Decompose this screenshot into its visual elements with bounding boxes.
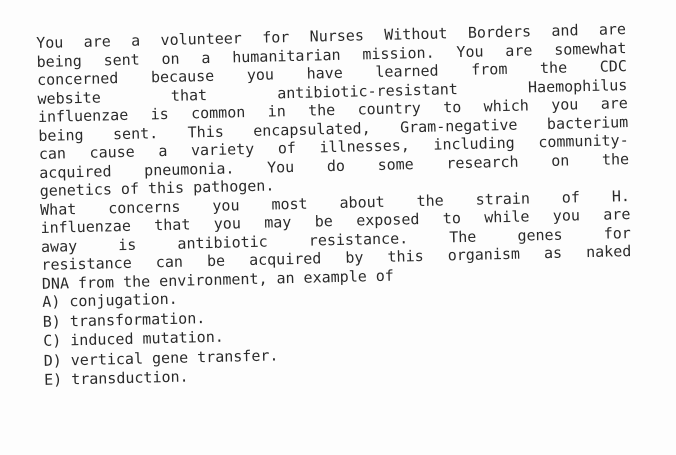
passage-word: resistance <box>41 253 132 274</box>
passage-word: is <box>150 104 169 124</box>
passage-word: You <box>266 157 295 177</box>
passage-word: Nurses <box>309 26 365 46</box>
passage-word: volunteer <box>160 29 243 50</box>
passage-word: you <box>212 195 240 215</box>
passage-word: most <box>271 194 308 213</box>
option-letter: E) <box>43 370 63 389</box>
passage-word: are <box>603 205 631 224</box>
passage-word: this <box>387 246 424 266</box>
passage-word: because <box>150 66 215 87</box>
passage-word: exposed <box>355 210 420 230</box>
passage-word: are <box>600 94 629 113</box>
passage-word: illnesses, <box>319 136 411 157</box>
passage-word: organism <box>447 244 521 265</box>
passage-word: acquired <box>248 249 322 270</box>
passage-word: What <box>39 199 77 219</box>
passage-word: about <box>339 192 385 212</box>
option-text: transformation. <box>69 308 206 330</box>
passage-word: cause <box>89 142 135 162</box>
passage-word: a <box>158 141 168 161</box>
passage-word: encapsulated, <box>253 118 371 140</box>
passage-word: the <box>416 190 444 210</box>
passage-word: somewhat <box>553 38 627 59</box>
passage-word: pneumonia. <box>143 158 235 179</box>
passage-word: being <box>38 125 84 145</box>
passage-word: variety <box>190 139 255 160</box>
passage-word: some <box>377 154 414 174</box>
passage-word: for <box>261 28 290 47</box>
passage-word: in <box>267 102 286 121</box>
passage-word: H. <box>611 186 631 205</box>
passage-word: can <box>155 252 184 272</box>
passage-word: research <box>446 152 519 172</box>
passage-word: be <box>206 251 226 271</box>
passage-word: for <box>603 223 631 243</box>
passage-word: sent. <box>112 123 159 143</box>
passage-word: being <box>36 51 83 71</box>
passage-word: on <box>551 150 570 170</box>
passage-word: a <box>201 48 211 67</box>
passage-word: genes <box>517 225 563 245</box>
question-passage <box>36 20 632 293</box>
option-text: induced mutation. <box>70 327 224 350</box>
passage-word: while <box>484 207 530 227</box>
passage-word: and <box>551 21 579 40</box>
passage-word: example <box>303 266 367 287</box>
passage-word: environment, <box>158 269 268 290</box>
question-text-block <box>36 20 634 390</box>
passage-word: mission. <box>362 43 435 63</box>
passage-word: that <box>170 85 208 105</box>
passage-word: you <box>246 65 275 85</box>
passage-word: you <box>552 206 581 225</box>
passage-word: You <box>456 41 484 61</box>
passage-word: Gram-negative <box>399 115 518 136</box>
passage-word: of <box>120 179 140 199</box>
passage-word: the <box>539 58 568 78</box>
passage-word: from <box>471 59 508 79</box>
option-letter: D) <box>43 350 62 370</box>
passage-word: influenzae <box>37 105 129 126</box>
passage-word: to <box>442 209 462 228</box>
passage-word: is <box>118 235 137 254</box>
passage-word: concerns <box>107 197 181 217</box>
passage-word: country <box>357 98 422 119</box>
answer-options <box>42 279 634 390</box>
passage-word: Without <box>384 24 448 44</box>
passage-word: resistance. <box>308 228 409 250</box>
passage-word: bacterium <box>546 112 629 133</box>
passage-word: of <box>561 187 581 207</box>
passage-word: humanitarian <box>232 45 341 66</box>
passage-word: may <box>264 213 292 232</box>
passage-word: to <box>443 98 462 117</box>
passage-word: CDC <box>599 57 628 76</box>
passage-word: Borders <box>467 22 532 42</box>
passage-word: that <box>154 215 191 235</box>
passage-word: be <box>314 212 334 231</box>
option-letter: C) <box>43 331 62 350</box>
passage-word: learned <box>375 61 439 82</box>
option-text: vertical gene transfer. <box>70 345 279 369</box>
passage-word: on <box>161 49 180 68</box>
passage-word: the <box>601 149 630 169</box>
passage-word: antibiotic-resistant <box>277 79 459 102</box>
passage-word: website <box>37 87 101 108</box>
passage-word: This <box>187 122 224 141</box>
passage-word: antibiotic <box>177 232 268 253</box>
passage-word: have <box>306 63 343 83</box>
passage-word: are <box>83 32 111 51</box>
passage-word: common <box>190 103 246 123</box>
passage-word: DNA <box>41 273 70 293</box>
passage-word: which <box>483 96 530 116</box>
passage-word: of <box>277 138 297 158</box>
passage-word: community- <box>538 131 629 152</box>
option-letter: A) <box>42 292 61 311</box>
passage-word: you <box>551 95 579 114</box>
passage-word: acquired <box>39 161 112 182</box>
passage-word: including <box>433 133 515 154</box>
passage-word: as <box>543 243 563 263</box>
passage-word: away <box>40 236 78 256</box>
passage-word: of <box>375 266 395 285</box>
passage-word: are <box>505 40 533 60</box>
passage-word: genetics <box>39 180 113 200</box>
passage-word: this <box>147 178 185 198</box>
option-text: conjugation. <box>69 289 178 311</box>
passage-word: from <box>77 272 115 292</box>
passage-word: a <box>130 31 141 50</box>
passage-word: are <box>598 20 627 39</box>
option-text: transduction. <box>70 367 189 389</box>
passage-word: concerned <box>36 69 119 89</box>
passage-word: pathogen. <box>192 176 275 197</box>
passage-word: the <box>122 271 151 291</box>
passage-word: can <box>38 144 67 163</box>
passage-word: naked <box>585 242 632 262</box>
passage-word: influenzae <box>40 216 132 237</box>
passage-word: The <box>449 227 477 246</box>
passage-word: strain <box>475 188 531 209</box>
passage-word: do <box>326 156 346 175</box>
passage-word: Haemophilus <box>527 75 628 96</box>
passage-word: you <box>213 214 242 233</box>
option-letter: B) <box>42 311 62 331</box>
passage-word: You <box>36 33 64 52</box>
passage-word: an <box>276 268 295 287</box>
passage-word: sent <box>103 50 140 69</box>
passage-word: the <box>307 100 336 120</box>
passage-word: by <box>345 248 364 267</box>
